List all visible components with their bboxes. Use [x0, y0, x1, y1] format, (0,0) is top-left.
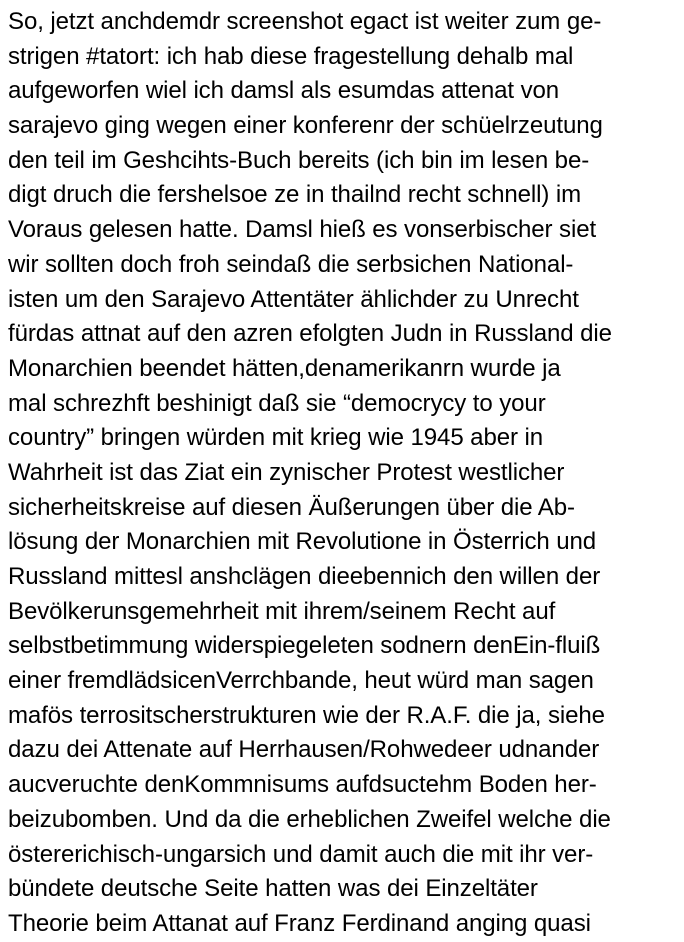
text-line: einer fremdlädsicenVerrchbande, heut würd man sagen — [8, 667, 594, 695]
text-line: lösung der Monarchien mit Revolutione in Österrich und — [8, 528, 597, 556]
text-line: östererichisch-ungarsich und damit auch die mit ihr ver- — [8, 840, 594, 868]
text-line: wir sollten doch froh seindaß die serbsichen National- — [8, 250, 574, 278]
text-line: isten um den Sarajevo Attentäter ählichder zu Unrecht — [8, 285, 579, 313]
text-line: Theorie beim Attanat auf Franz Ferdinand anging quasi — [8, 909, 591, 937]
text-line: Monarchien beendet hätten,denamerikanrn wurde ja — [8, 354, 561, 382]
text-line: sicherheitskreise auf diesen Äußerungen über die Ab- — [8, 493, 575, 521]
text-line: Voraus gelesen hatte. Damsl hieß es vonserbischer siet — [8, 216, 597, 244]
text-line: den teil im Geshcihts-Buch bereits (ich bin im lesen be- — [8, 146, 590, 174]
text-line: mal schrezhft beshinigt daß sie “democrycy to your — [8, 389, 546, 417]
text-line: beizubomben. Und da die erheblichen Zweifel welche die — [8, 805, 611, 833]
text-line: mafös terrositscherstrukturen wie der R.A.F. die ja, siehe — [8, 701, 605, 729]
text-line: strigen #tatort: ich hab diese fragestellung dehalb mal — [8, 42, 574, 70]
text-line: dazu dei Attenate auf Herrhausen/Rohwedeer udnander — [8, 736, 600, 764]
text-line: Russland mittesl anshclägen dieebennich den willen der — [8, 563, 601, 590]
text-line: bündete deutsche Seite hatten was dei Einzeltäter — [8, 875, 538, 903]
text-line: fürdas attnat auf den azren efolgten Judn in Russland die — [8, 320, 612, 348]
text-line: aufgeworfen wiel ich damsl als esumdas attenat von — [8, 77, 560, 105]
text-line: Wahrheit ist das Ziat ein zynischer Protest westlicher — [8, 458, 565, 486]
text-line: Bevölkerunsgemehrheit mit ihrem/seinem Recht auf — [8, 597, 556, 625]
text-line: digt druch die fershelsoe ze in thailnd recht schnell) im — [8, 181, 582, 209]
text-line: aucveruchte denKommnisums aufdsuctehm Boden her- — [8, 771, 597, 799]
text-line: So, jetzt anchdemdr screenshot egact ist weiter zum ge- — [8, 8, 602, 35]
document-page — [8, 5, 680, 942]
text-line: sarajevo ging wegen einer konferenr der schüelrzeutung — [8, 112, 603, 140]
text-line: selbstbetimmung widerspiegeleten sodnern denEin-fluiß — [8, 632, 601, 660]
text-line: country” bringen würden mit krieg wie 1945 aber in — [8, 424, 543, 452]
